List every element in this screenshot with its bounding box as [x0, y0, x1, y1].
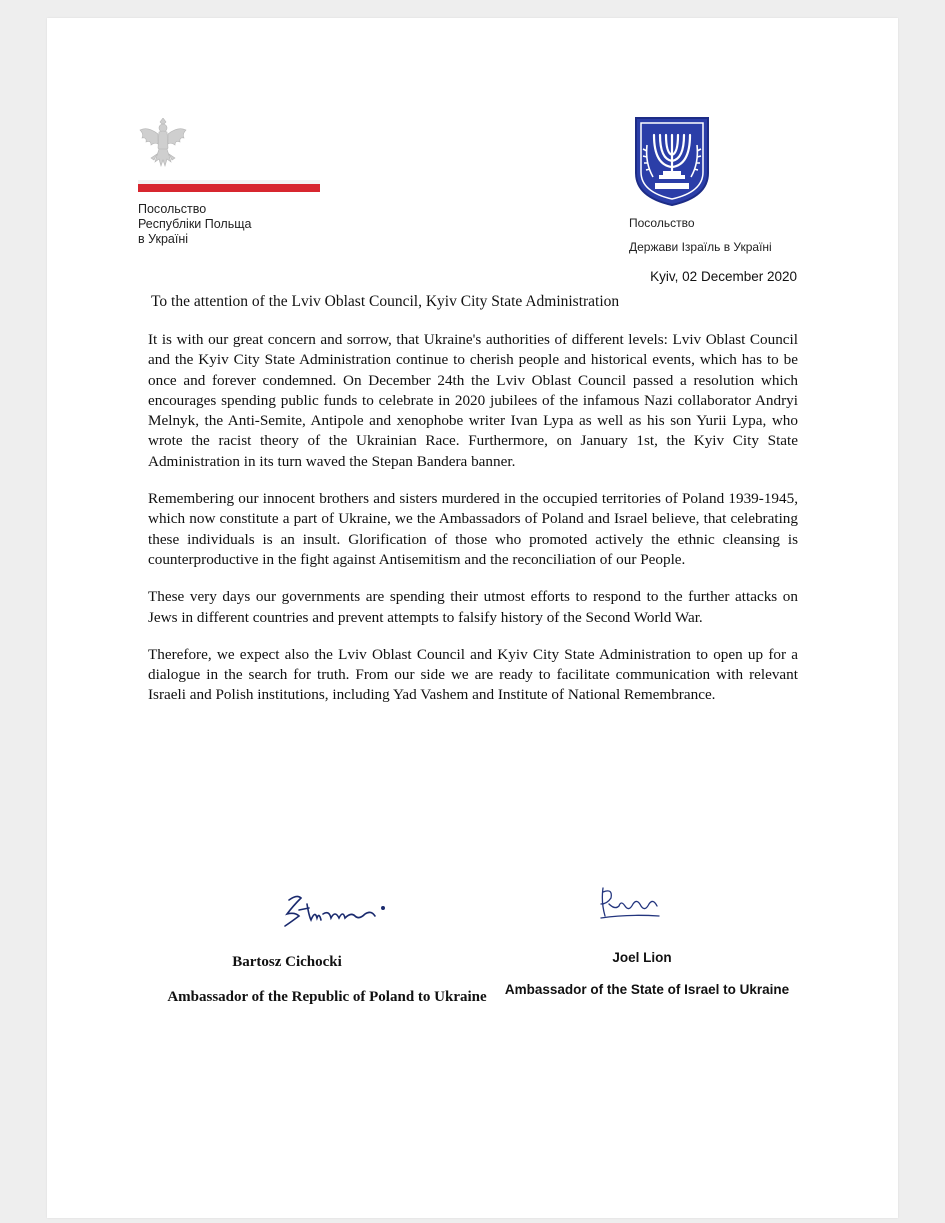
signatory-title: Ambassador of the Republic of Poland to Ukraine — [167, 989, 487, 1005]
signatory-title: Ambassador of the State of Israel to Ukraine — [504, 982, 790, 997]
letter-date: Kyiv, 02 December 2020 — [650, 269, 797, 284]
body-paragraph: Therefore, we expect also the Lviv Oblast Council and Kyiv City State Administration to open up for a dialogue in the search for truth. From our side we are ready to facilitate communication with relevant Israeli and Polish institutions, including Yad Vashem and Institute of National Remembrance. — [148, 645, 798, 704]
body-paragraph: These very days our governments are spending their utmost efforts to respond to the further attacks on Jews in different countries and prevent attempts to falsify history of the Second World War. — [148, 588, 798, 626]
poland-embassy-line: Посольство — [138, 202, 207, 216]
menorah-emblem-icon — [633, 115, 711, 207]
handwritten-signature-icon — [597, 884, 667, 924]
poland-embassy-line: в Україні — [138, 232, 189, 246]
flag-red-stripe — [138, 184, 320, 192]
letter-addressee: To the attention of the Lviv Oblast Council, Kyiv City State Administration — [151, 293, 620, 310]
body-paragraph: Remembering our innocent brothers and sisters murdered in the occupied territories of Poland 1939-1945, which now constitute a part of Ukraine, we the Ambassadors of Poland and Israel believe, that celebrating these individuals is an insult. Glorification of those who promoted actively the ethnic cleansing is counterproductive in the fight against Antisemitism and the reconciliation of our People. — [148, 490, 798, 568]
israel-embassy-line: Держави Ізраїль в Україні — [629, 240, 772, 254]
letter-page — [47, 18, 898, 1218]
poland-embassy-name — [138, 202, 338, 247]
signatory-name: Bartosz Cichocki — [232, 954, 342, 970]
israel-embassy-line: Посольство — [629, 216, 695, 230]
handwritten-signature-icon — [279, 890, 409, 930]
signatory-name: Joel Lion — [612, 950, 672, 965]
body-paragraph: It is with our great concern and sorrow, that Ukraine's authorities of different levels: Lviv Oblast Council and the Kyiv City State Administration continue to cherish people and historical events, which has to be once and forever condemned. On December 24th the Lviv Oblast Council passed a resolution which encourages spending public funds to celebrate in 2020 jubilees of the infamous Nazi collaborator Andryi Melnyk, the Anti-Semite, Antipole and xenophobe writer Ivan Lypa as well as his son Yurii Lypa, who wrote the racist theory of the Ukrainian Race. Furthermore, on January 1st, the Kyiv City State Administration in its turn waved the Stepan Bandera banner. — [148, 331, 798, 470]
letter-body — [148, 330, 798, 723]
poland-embassy-line: Республіки Польща — [138, 217, 252, 231]
polish-eagle-icon — [138, 118, 188, 170]
